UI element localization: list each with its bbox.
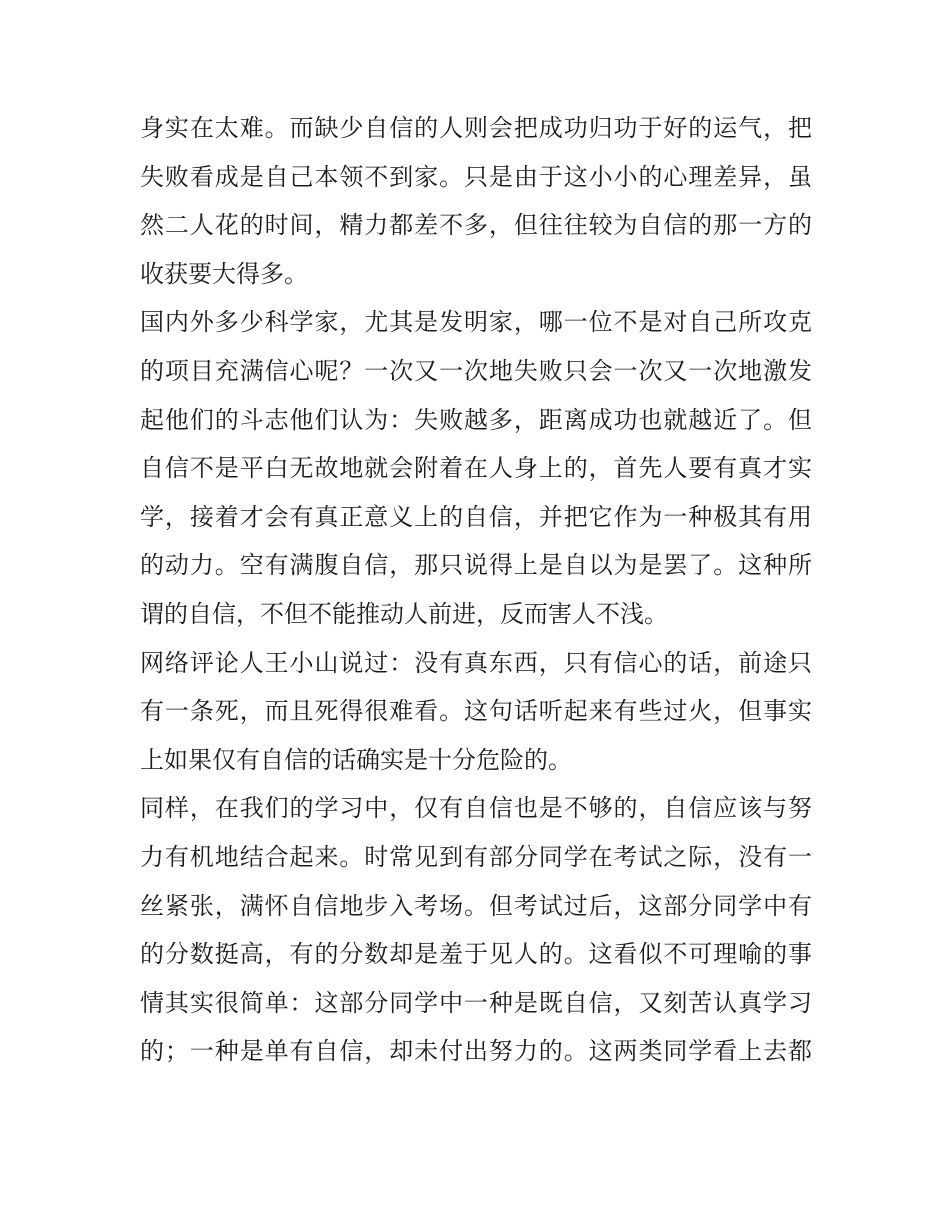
- text-line: 上如果仅有自信的话确实是十分危险的。: [140, 745, 572, 774]
- text-line: 力有机地结合起来。时常见到有部分同学在考试之际，没有一: [140, 842, 812, 871]
- text-line: 网络评论人王小山说过：没有真东西，只有信心的话，前途只: [140, 648, 812, 677]
- text-line: 自信不是平白无故地就会附着在人身上的，首先人要有真才实: [140, 454, 812, 483]
- body-text: [140, 104, 812, 1076]
- text-line: 的项目充满信心呢？一次又一次地失败只会一次又一次地激发: [140, 356, 812, 385]
- text-line: 学，接着才会有真正意义上的自信，并把它作为一种极其有用: [140, 502, 812, 531]
- text-line: 然二人花的时间，精力都差不多，但往往较为自信的那一方的: [140, 211, 812, 240]
- text-line: 有一条死，而且死得很难看。这句话听起来有些过火，但事实: [140, 697, 812, 726]
- text-line: 的；一种是单有自信，却未付出努力的。这两类同学看上去都: [140, 1037, 812, 1066]
- text-line: 国内外多少科学家，尤其是发明家，哪一位不是对自己所攻克: [140, 308, 812, 337]
- text-line: 同样，在我们的学习中，仅有自信也是不够的，自信应该与努: [140, 794, 812, 823]
- text-line: 情其实很简单：这部分同学中一种是既自信，又刻苦认真学习: [140, 988, 812, 1017]
- text-line: 身实在太难。而缺少自信的人则会把成功归功于好的运气，把: [140, 114, 812, 142]
- text-line: 收获要大得多。: [140, 259, 308, 288]
- paragraph-2: [140, 298, 812, 638]
- text-line: 丝紧张，满怀自信地步入考场。但考试过后，这部分同学中有: [140, 891, 812, 920]
- text-line: 起他们的斗志他们认为：失败越多，距离成功也就越近了。但: [140, 405, 812, 434]
- paragraph-1: [140, 104, 812, 298]
- paragraph-4: [140, 784, 812, 1076]
- paragraph-3: [140, 639, 812, 785]
- text-line: 谓的自信，不但不能推动人前进，反而害人不浅。: [140, 599, 668, 628]
- text-line: 失败看成是自己本领不到家。只是由于这小小的心理差异，虽: [140, 162, 812, 191]
- text-line: 的分数挺高，有的分数却是羞于见人的。这看似不可理喻的事: [140, 940, 812, 969]
- text-line: 的动力。空有满腹自信，那只说得上是自以为是罢了。这种所: [140, 551, 812, 580]
